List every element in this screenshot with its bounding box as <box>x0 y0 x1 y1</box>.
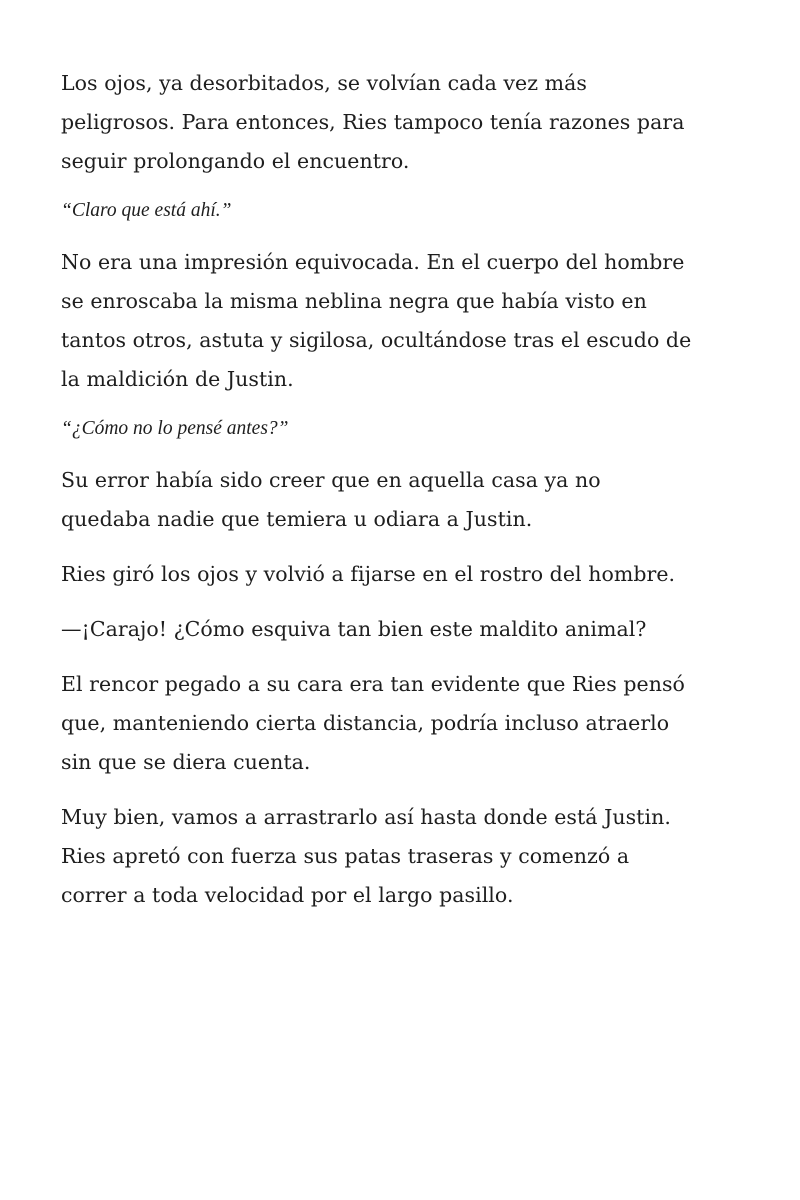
text-line: la maldición de Justin. <box>61 367 294 391</box>
text-line: sin que se diera cuenta. <box>61 750 311 774</box>
text-line: peligrosos. Para entonces, Ries tampoco tenía razones para <box>61 110 685 134</box>
text-line: tantos otros, astuta y sigilosa, ocultándose tras el escudo de <box>61 328 692 352</box>
text-line: que, manteniendo cierta distancia, podría incluso atraerlo <box>61 711 670 735</box>
paragraph-1 <box>61 64 741 181</box>
text-line: —¡Carajo! ¿Cómo esquiva tan bien este maldito animal? <box>61 617 647 641</box>
text-line: se enroscaba la misma neblina negra que había visto en <box>61 289 647 313</box>
text-line: Los ojos, ya desorbitados, se volvían cada vez más <box>61 71 587 95</box>
dialogue-line <box>61 610 741 649</box>
text-line: El rencor pegado a su cara era tan evidente que Ries pensó <box>61 672 685 696</box>
paragraph-4 <box>61 555 741 594</box>
text-line: No era una impresión equivocada. En el cuerpo del hombre <box>61 250 685 274</box>
reader-page <box>61 64 741 931</box>
paragraph-6 <box>61 798 741 915</box>
text-line: “¿Cómo no lo pensé antes?” <box>61 418 289 439</box>
thought-2 <box>61 415 741 443</box>
paragraph-3 <box>61 461 741 539</box>
paragraph-5 <box>61 665 741 782</box>
text-line: seguir prolongando el encuentro. <box>61 149 410 173</box>
text-line: Ries giró los ojos y volvió a fijarse en el rostro del hombre. <box>61 562 676 586</box>
text-line: Ries apretó con fuerza sus patas traseras y comenzó a <box>61 844 630 868</box>
text-line: quedaba nadie que temiera u odiara a Justin. <box>61 507 533 531</box>
text-line: Muy bien, vamos a arrastrarlo así hasta donde está Justin. <box>61 805 671 829</box>
text-line: “Claro que está ahí.” <box>61 200 232 221</box>
text-line: correr a toda velocidad por el largo pasillo. <box>61 883 514 907</box>
text-line: Su error había sido creer que en aquella casa ya no <box>61 468 601 492</box>
paragraph-2 <box>61 243 741 399</box>
thought-1 <box>61 197 741 225</box>
